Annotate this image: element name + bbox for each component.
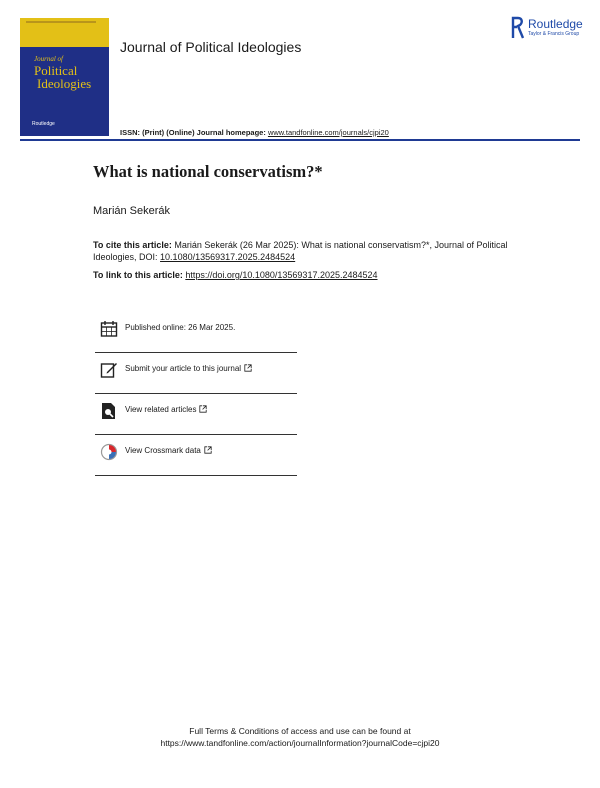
submit-article-link[interactable] [125, 364, 252, 373]
cover-title-line2: Political [34, 63, 78, 78]
cover-title [34, 54, 108, 90]
edit-icon [100, 361, 118, 379]
cover-title-line1: Journal of [34, 55, 63, 63]
article-title: What is national conservatism?* [93, 162, 323, 181]
article-links-box [95, 312, 297, 476]
footer-line1: Full Terms & Conditions of access and use can be found at [189, 726, 411, 736]
issn-label: ISSN: (Print) (Online) Journal homepage: [120, 128, 268, 137]
journal-cover [20, 18, 109, 136]
article-url-link[interactable]: https://doi.org/10.1080/13569317.2025.2484524 [185, 270, 378, 280]
link-label: To link to this article: [93, 270, 186, 280]
published-online-row [95, 312, 297, 353]
routledge-wordmark: Routledge [528, 17, 583, 31]
related-articles-row[interactable] [95, 394, 297, 435]
submit-article-label: Submit your article to this journal [125, 364, 242, 373]
journal-title: Journal of Political Ideologies [120, 39, 302, 55]
article-author[interactable]: Marián Sekerák [93, 205, 171, 217]
crossmark-icon [100, 443, 118, 461]
cite-text: Marián Sekerák (26 Mar 2025): What is national conservatism?*, Journal of Political Ideologies, DOI: [93, 240, 508, 262]
cover-top-line [26, 21, 96, 23]
submit-article-row[interactable] [95, 353, 297, 394]
header-divider [20, 139, 580, 141]
crossmark-link[interactable] [125, 446, 212, 455]
doi-link[interactable]: 10.1080/13569317.2025.2484524 [160, 252, 296, 262]
published-online-text: Published online: 26 Mar 2025. [125, 323, 236, 332]
journal-homepage-link[interactable]: www.tandfonline.com/journals/cjpi20 [267, 128, 389, 137]
cite-label: To cite this article: [93, 240, 172, 250]
crossmark-row[interactable] [95, 435, 297, 476]
issn-line [120, 128, 389, 137]
footer [0, 725, 600, 749]
external-link-icon [199, 405, 207, 413]
cover-title-line3: Ideologies [37, 76, 92, 91]
cover-publisher-mark: Routledge [32, 121, 55, 127]
search-document-icon [100, 402, 118, 420]
external-link-icon [244, 364, 252, 372]
external-link-icon [204, 446, 212, 454]
footer-terms-link[interactable]: https://www.tandfonline.com/action/journalInformation?journalCode=cjpi20 [160, 738, 440, 748]
routledge-logo [511, 16, 591, 42]
calendar-icon [100, 320, 118, 338]
related-articles-label: View related articles [125, 405, 197, 414]
routledge-tagline: Taylor & Francis Group [528, 31, 580, 37]
routledge-r-icon [511, 16, 525, 40]
crossmark-label: View Crossmark data [125, 446, 201, 455]
citation [93, 239, 513, 263]
related-articles-link[interactable] [125, 405, 207, 414]
article-link-line [93, 270, 378, 280]
